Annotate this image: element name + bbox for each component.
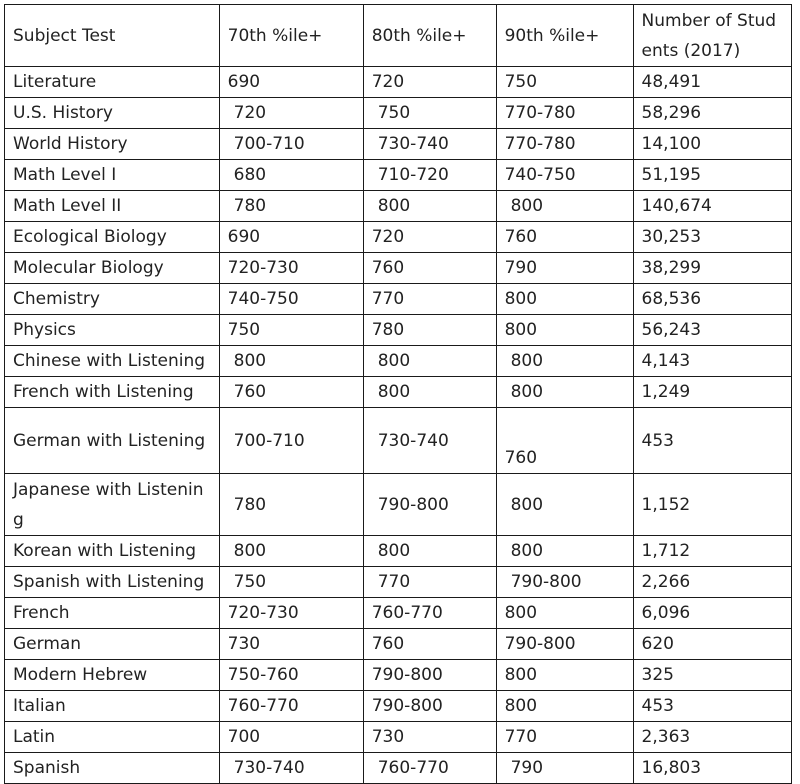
table-row [5, 98, 792, 129]
subject-cell: Literature [5, 67, 220, 98]
score-cell: 800 [363, 346, 496, 377]
table-row [5, 315, 792, 346]
header-90th-percentile: 90th %ile+ [496, 5, 633, 67]
table-row [5, 377, 792, 408]
student-count-cell: 56,243 [633, 315, 791, 346]
student-count-cell: 14,100 [633, 129, 791, 160]
subject-cell: Modern Hebrew [5, 660, 220, 691]
score-cell: 790 [496, 753, 633, 784]
subject-cell: Chinese with Listening [5, 346, 220, 377]
table-row [5, 346, 792, 377]
header-number-of-students: Number of Students (2017) [633, 5, 791, 67]
table-row [5, 660, 792, 691]
score-cell: 760 [363, 253, 496, 284]
subject-cell: Latin [5, 722, 220, 753]
score-cell: 740-750 [496, 160, 633, 191]
score-cell: 760 [219, 377, 363, 408]
subject-cell: Spanish [5, 753, 220, 784]
score-cell: 700-710 [219, 129, 363, 160]
score-cell: 760-770 [363, 598, 496, 629]
score-cell: 750 [496, 67, 633, 98]
header-80th-percentile: 80th %ile+ [363, 5, 496, 67]
score-cell: 700 [219, 722, 363, 753]
student-count-cell: 140,674 [633, 191, 791, 222]
subject-cell: French [5, 598, 220, 629]
score-cell: 730 [363, 722, 496, 753]
score-cell: 750 [219, 315, 363, 346]
student-count-cell: 30,253 [633, 222, 791, 253]
subject-cell: Math Level II [5, 191, 220, 222]
table-row [5, 629, 792, 660]
table-row [5, 691, 792, 722]
score-cell: 700-710 [219, 408, 363, 474]
table-row [5, 191, 792, 222]
student-count-cell: 51,195 [633, 160, 791, 191]
score-cell: 750-760 [219, 660, 363, 691]
table-row [5, 474, 792, 536]
score-cell: 790-800 [496, 629, 633, 660]
score-cell: 730-740 [219, 753, 363, 784]
header-70th-percentile: 70th %ile+ [219, 5, 363, 67]
student-count-cell: 2,363 [633, 722, 791, 753]
score-cell: 800 [496, 536, 633, 567]
score-cell: 740-750 [219, 284, 363, 315]
score-cell: 800 [496, 474, 633, 536]
student-count-cell: 1,152 [633, 474, 791, 536]
subject-cell: German [5, 629, 220, 660]
score-cell: 790-800 [496, 567, 633, 598]
score-cell: 770 [363, 284, 496, 315]
subject-cell: German with Listening [5, 408, 220, 474]
score-cell: 780 [219, 474, 363, 536]
subject-cell: Spanish with Listening [5, 567, 220, 598]
subject-cell: World History [5, 129, 220, 160]
score-cell: 790 [496, 253, 633, 284]
score-cell: 720 [219, 98, 363, 129]
score-cell: 790-800 [363, 474, 496, 536]
score-cell: 750 [219, 567, 363, 598]
student-count-cell: 48,491 [633, 67, 791, 98]
table-row [5, 67, 792, 98]
score-cell: 750 [363, 98, 496, 129]
student-count-cell: 1,712 [633, 536, 791, 567]
score-cell: 760 [496, 222, 633, 253]
table-row [5, 222, 792, 253]
header-subject-test: Subject Test [5, 5, 220, 67]
score-cell: 800 [363, 536, 496, 567]
score-cell: 770 [496, 722, 633, 753]
score-cell: 770 [363, 567, 496, 598]
table-row [5, 253, 792, 284]
subject-cell: Math Level I [5, 160, 220, 191]
score-cell: 800 [363, 191, 496, 222]
subject-cell: Physics [5, 315, 220, 346]
score-cell: 780 [219, 191, 363, 222]
score-cell: 760 [363, 629, 496, 660]
score-cell: 730-740 [363, 129, 496, 160]
student-count-cell: 2,266 [633, 567, 791, 598]
score-cell: 690 [219, 67, 363, 98]
score-cell: 720-730 [219, 253, 363, 284]
table-row [5, 753, 792, 784]
score-cell: 720-730 [219, 598, 363, 629]
score-cell: 800 [496, 660, 633, 691]
score-cell: 800 [496, 598, 633, 629]
table-row [5, 722, 792, 753]
subject-cell: Japanese with Listening [5, 474, 220, 536]
score-cell: 800 [219, 346, 363, 377]
score-cell: 780 [363, 315, 496, 346]
student-count-cell: 453 [633, 691, 791, 722]
header-row [5, 5, 792, 67]
student-count-cell: 4,143 [633, 346, 791, 377]
student-count-cell: 38,299 [633, 253, 791, 284]
subject-cell: Chemistry [5, 284, 220, 315]
score-cell: 800 [219, 536, 363, 567]
subject-cell: Italian [5, 691, 220, 722]
student-count-cell: 16,803 [633, 753, 791, 784]
table-row [5, 129, 792, 160]
score-cell: 730-740 [363, 408, 496, 474]
table-row [5, 408, 792, 474]
score-cell: 800 [496, 377, 633, 408]
sat-subject-percentile-table [4, 4, 792, 784]
score-cell: 770-780 [496, 98, 633, 129]
score-cell: 760-770 [363, 753, 496, 784]
score-cell: 680 [219, 160, 363, 191]
score-cell: 800 [496, 691, 633, 722]
score-cell: 800 [363, 377, 496, 408]
student-count-cell: 1,249 [633, 377, 791, 408]
score-cell: 760-770 [219, 691, 363, 722]
table-row [5, 284, 792, 315]
score-cell: 790-800 [363, 660, 496, 691]
subject-cell: U.S. History [5, 98, 220, 129]
table-row [5, 598, 792, 629]
student-count-cell: 58,296 [633, 98, 791, 129]
student-count-cell: 325 [633, 660, 791, 691]
subject-cell: French with Listening [5, 377, 220, 408]
score-cell: 800 [496, 191, 633, 222]
score-cell: 800 [496, 346, 633, 377]
student-count-cell: 620 [633, 629, 791, 660]
table-row [5, 536, 792, 567]
score-cell: 720 [363, 67, 496, 98]
table-row [5, 567, 792, 598]
subject-cell: Ecological Biology [5, 222, 220, 253]
score-cell: 800 [496, 315, 633, 346]
score-cell: 790-800 [363, 691, 496, 722]
score-cell: 760 [496, 408, 633, 474]
student-count-cell: 453 [633, 408, 791, 474]
score-cell: 710-720 [363, 160, 496, 191]
score-cell: 800 [496, 284, 633, 315]
score-cell: 770-780 [496, 129, 633, 160]
score-cell: 730 [219, 629, 363, 660]
subject-cell: Korean with Listening [5, 536, 220, 567]
student-count-cell: 68,536 [633, 284, 791, 315]
score-cell: 690 [219, 222, 363, 253]
score-cell: 720 [363, 222, 496, 253]
subject-cell: Molecular Biology [5, 253, 220, 284]
student-count-cell: 6,096 [633, 598, 791, 629]
table-row [5, 160, 792, 191]
